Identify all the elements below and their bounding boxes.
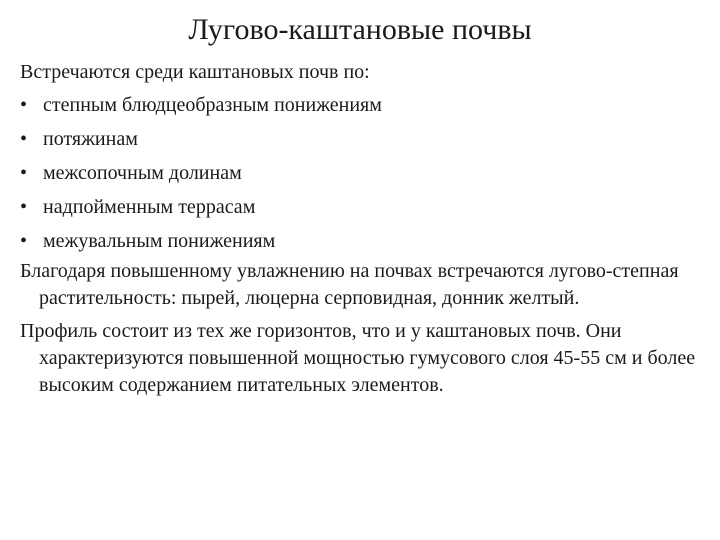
slide-title: Лугово-каштановые почвы <box>188 13 532 46</box>
intro-text: Встречаются среди каштановых почв по: <box>20 61 370 83</box>
bullet-text: межсопочным долинам <box>43 162 242 184</box>
bullet-icon: • <box>20 94 28 116</box>
paragraph-vegetation: Благодаря повышенному увлажнению на почвах встречаются лугово-степная растительность: пырей, люцерна серповидная, донник желтый. <box>20 260 679 309</box>
paragraph-profile: Профиль состоит из тех же горизонтов, что и у каштановых почв. Они характеризуются повышенной мощностью гумусового слоя 45-55 см и более высоким содержанием питательных элементов. <box>20 320 696 396</box>
bullet-item <box>20 156 710 190</box>
slide-body <box>20 56 710 399</box>
bullet-text: межувальным понижениям <box>43 230 276 252</box>
bullet-item <box>20 190 710 224</box>
bullet-text: степным блюдцеобразным понижениям <box>43 94 382 116</box>
bullet-text: потяжинам <box>43 128 138 150</box>
bullet-item <box>20 88 710 122</box>
bullet-icon: • <box>20 196 28 218</box>
bullet-text: надпойменным террасам <box>43 196 256 218</box>
bullet-item <box>20 224 710 258</box>
bullet-icon: • <box>20 162 28 184</box>
bullet-icon: • <box>20 128 28 150</box>
bullet-icon: • <box>20 230 28 252</box>
bullet-item <box>20 122 710 156</box>
bullet-list <box>20 88 710 258</box>
